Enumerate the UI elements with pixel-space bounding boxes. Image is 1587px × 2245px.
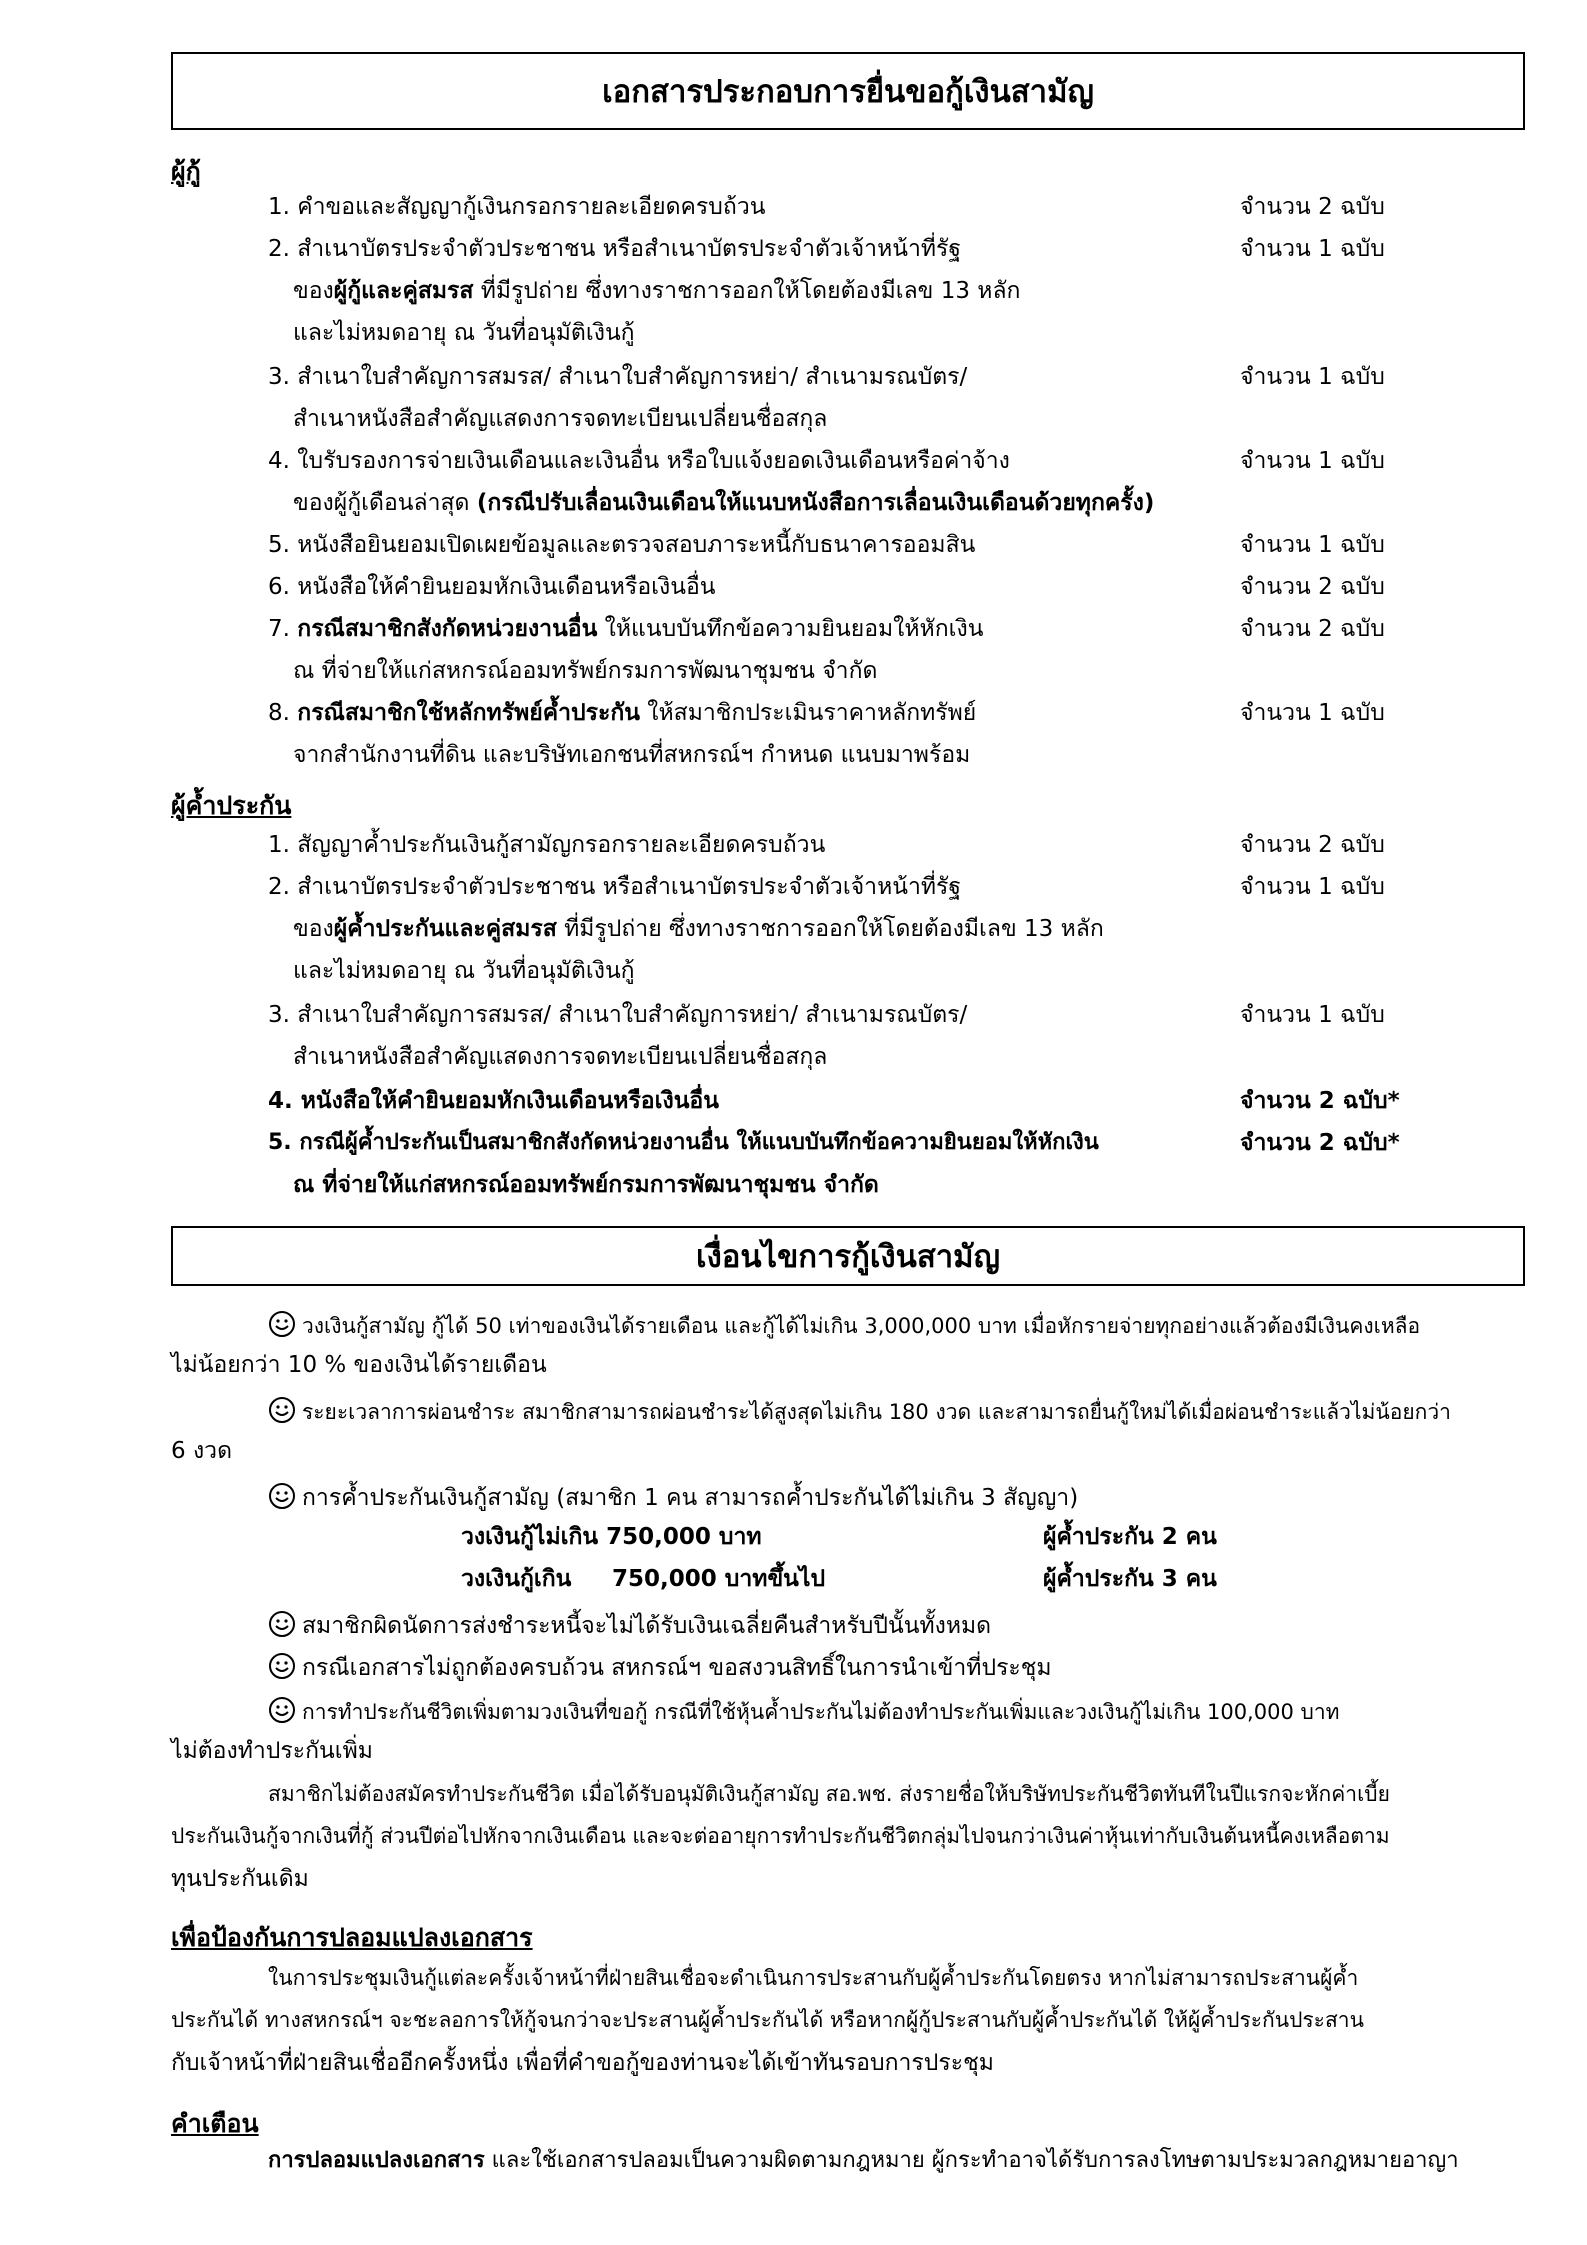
borrower-item-3-line-2: สำเนาหนังสือสำคัญแสดงการจดทะเบียนเปลี่ยนชื่อสกุล <box>293 406 828 432</box>
tier-2-guarantors: ผู้ค้ำประกัน 3 คน <box>1043 1566 1217 1592</box>
document-title: เอกสารประกอบการยื่นขอกู้เงินสามัญ <box>171 52 1525 130</box>
insurance-paragraph-line-2: ประกันเงินกู้จากเงินที่กู้ ส่วนปีต่อไปหักจากเงินเดือน และจะต่ออายุการทำประกันชีวิตกลุ่มไปจนกว่าเงินค่าหุ้นเท่ากับเงินต้นหนี้คงเหลือตาม <box>171 1824 1390 1848</box>
guarantor-item-3-qty: จำนวน 1 ฉบับ <box>1240 1002 1385 1028</box>
borrower-item-7: 7. กรณีสมาชิกสังกัดหน่วยงานอื่น ให้แนบบันทึกข้อความยินยอมให้หักเงิน <box>268 616 984 642</box>
guarantor-item-3-line-2: สำเนาหนังสือสำคัญแสดงการจดทะเบียนเปลี่ยนชื่อสกุล <box>293 1044 828 1070</box>
borrower-item-4-qty: จำนวน 1 ฉบับ <box>1240 448 1385 474</box>
borrower-item-8-qty: จำนวน 1 ฉบับ <box>1240 700 1385 726</box>
condition-5: กรณีเอกสารไม่ถูกต้องครบถ้วน สหกรณ์ฯ ขอสงวนสิทธิ์ในการนำเข้าที่ประชุม <box>268 1652 1052 1683</box>
warning-heading: คำเตือน <box>171 2109 259 2138</box>
guarantor-item-5: 5. กรณีผู้ค้ำประกันเป็นสมาชิกสังกัดหน่วยงานอื่น ให้แนบบันทึกข้อความยินยอมให้หักเงิน <box>268 1130 1099 1155</box>
conditions-title: เงื่อนไขการกู้เงินสามัญ <box>171 1226 1525 1286</box>
smiley-icon <box>268 1396 296 1424</box>
guarantor-heading: ผู้ค้ำประกัน <box>171 791 292 820</box>
condition-2: ระยะเวลาการผ่อนชำระ สมาชิกสามารถผ่อนชำระได้สูงสุดไม่เกิน 180 งวด และสามารถยื่นกู้ใหม่ได้เมื่อผ่อนชำระแล้วไม่น้อยกว่า <box>268 1396 1451 1425</box>
condition-6: การทำประกันชีวิตเพิ่มตามวงเงินที่ขอกู้ กรณีที่ใช้หุ้นค้ำประกันไม่ต้องทำประกันเพิ่มและวงเงินกู้ไม่เกิน 100,000 บาท <box>268 1696 1339 1725</box>
borrower-item-7-line-2: ณ ที่จ่ายให้แก่สหกรณ์ออมทรัพย์กรมการพัฒนาชุมชน จำกัด <box>293 658 878 684</box>
borrower-heading: ผู้กู้ <box>171 157 201 186</box>
borrower-item-4-line-2: ของผู้กู้เดือนล่าสุด (กรณีปรับเลื่อนเงินเดือนให้แนบหนังสือการเลื่อนเงินเดือนด้วยทุกครั้ง) <box>293 490 1155 516</box>
smiley-icon <box>268 1482 296 1510</box>
condition-2-cont: 6 งวด <box>171 1438 233 1464</box>
borrower-item-5: 5. หนังสือยินยอมเปิดเผยข้อมูลและตรวจสอบภาระหนี้กับธนาคารออมสิน <box>268 532 976 558</box>
insurance-paragraph-line-3: ทุนประกันเดิม <box>171 1866 309 1892</box>
borrower-item-3: 3. สำเนาใบสำคัญการสมรส/ สำเนาใบสำคัญการหย่า/ สำเนามรณบัตร/ <box>268 364 968 390</box>
tier-1-amount: วงเงินกู้ไม่เกิน 750,000 บาท <box>461 1524 762 1550</box>
tier-2-label: วงเงินกู้เกิน <box>461 1566 572 1592</box>
guarantor-item-2-qty: จำนวน 1 ฉบับ <box>1240 874 1385 900</box>
guarantor-item-4: 4. หนังสือให้คำยินยอมหักเงินเดือนหรือเงินอื่น <box>268 1088 719 1114</box>
borrower-item-1-qty: จำนวน 2 ฉบับ <box>1240 194 1385 220</box>
borrower-item-7-qty: จำนวน 2 ฉบับ <box>1240 616 1385 642</box>
borrower-item-8: 8. กรณีสมาชิกใช้หลักทรัพย์ค้ำประกัน ให้สมาชิกประเมินราคาหลักทรัพย์ <box>268 700 977 726</box>
borrower-item-8-line-2: จากสำนักงานที่ดิน และบริษัทเอกชนที่สหกรณ์ฯ กำหนด แนบมาพร้อม <box>293 742 971 768</box>
warning-text: การปลอมแปลงเอกสาร และใช้เอกสารปลอมเป็นความผิดตามกฎหมาย ผู้กระทำอาจได้รับการลงโทษตามประมวลกฎหมายอาญา <box>268 2148 1459 2173</box>
smiley-icon <box>268 1310 296 1338</box>
tier-2-amount: 750,000 บาทขึ้นไป <box>612 1566 826 1592</box>
borrower-item-2-line-2: ของผู้กู้และคู่สมรส ที่มีรูปถ่าย ซึ่งทางราชการออกให้โดยต้องมีเลข 13 หลัก <box>293 278 1021 304</box>
condition-1: วงเงินกู้สามัญ กู้ได้ 50 เท่าของเงินได้รายเดือน และกู้ได้ไม่เกิน 3,000,000 บาท เมื่อหักรายจ่ายทุกอย่างแล้วต้องมีเงินคงเหลือ <box>268 1310 1420 1339</box>
tier-1-guarantors: ผู้ค้ำประกัน 2 คน <box>1043 1524 1217 1550</box>
condition-1-cont: ไม่น้อยกว่า 10 % ของเงินได้รายเดือน <box>171 1352 547 1378</box>
borrower-item-4: 4. ใบรับรองการจ่ายเงินเดือนและเงินอื่น หรือใบแจ้งยอดเงินเดือนหรือค่าจ้าง <box>268 448 1010 474</box>
condition-4: สมาชิกผิดนัดการส่งชำระหนี้จะไม่ได้รับเงินเฉลี่ยคืนสำหรับปีนั้นทั้งหมด <box>268 1610 991 1641</box>
forgery-line-2: ประกันได้ ทางสหกรณ์ฯ จะชะลอการให้กู้จนกว่าจะประสานผู้ค้ำประกันได้ หรือหากผู้กู้ประสานกับผู้ค้ำประกันได้ ให้ผู้ค้ำประกันประสาน <box>171 2008 1364 2032</box>
borrower-item-2-line-3: และไม่หมดอายุ ณ วันที่อนุมัติเงินกู้ <box>293 320 635 346</box>
guarantor-item-3: 3. สำเนาใบสำคัญการสมรส/ สำเนาใบสำคัญการหย่า/ สำเนามรณบัตร/ <box>268 1002 968 1028</box>
borrower-item-3-qty: จำนวน 1 ฉบับ <box>1240 364 1385 390</box>
guarantor-item-2: 2. สำเนาบัตรประจำตัวประชาชน หรือสำเนาบัตรประจำตัวเจ้าหน้าที่รัฐ <box>268 874 962 900</box>
guarantor-item-5-qty: จำนวน 2 ฉบับ* <box>1240 1130 1400 1156</box>
guarantor-item-4-qty: จำนวน 2 ฉบับ* <box>1240 1088 1400 1114</box>
guarantor-item-1: 1. สัญญาค้ำประกันเงินกู้สามัญกรอกรายละเอียดครบถ้วน <box>268 832 826 858</box>
guarantor-item-5-line-2: ณ ที่จ่ายให้แก่สหกรณ์ออมทรัพย์กรมการพัฒนาชุมชน จำกัด <box>293 1172 879 1198</box>
borrower-item-2: 2. สำเนาบัตรประจำตัวประชาชน หรือสำเนาบัตรประจำตัวเจ้าหน้าที่รัฐ <box>268 236 962 262</box>
forgery-line-3: กับเจ้าหน้าที่ฝ่ายสินเชื่ออีกครั้งหนึ่ง เพื่อที่คำขอกู้ของท่านจะได้เข้าทันรอบการประชุม <box>171 2050 994 2076</box>
smiley-icon <box>268 1652 296 1680</box>
forgery-prevention-heading: เพื่อป้องกันการปลอมแปลงเอกสาร <box>171 1923 533 1952</box>
condition-6-cont: ไม่ต้องทำประกันเพิ่ม <box>171 1738 373 1764</box>
guarantor-item-2-line-2: ของผู้ค้ำประกันและคู่สมรส ที่มีรูปถ่าย ซึ่งทางราชการออกให้โดยต้องมีเลข 13 หลัก <box>293 916 1104 942</box>
guarantor-item-1-qty: จำนวน 2 ฉบับ <box>1240 832 1385 858</box>
forgery-line-1: ในการประชุมเงินกู้แต่ละครั้งเจ้าหน้าที่ฝ่ายสินเชื่อจะดำเนินการประสานกับผู้ค้ำประกันโดยตรง หากไม่สามารถประสานผู้ค้ำ <box>268 1966 1359 1990</box>
insurance-paragraph-line-1: สมาชิกไม่ต้องสมัครทำประกันชีวิต เมื่อได้รับอนุมัติเงินกู้สามัญ สอ.พช. ส่งรายชื่อให้บริษัทประกันชีวิตทันทีในปีแรกจะหักค่าเบี้ย <box>268 1782 1390 1806</box>
borrower-item-2-qty: จำนวน 1 ฉบับ <box>1240 236 1385 262</box>
condition-3: การค้ำประกันเงินกู้สามัญ (สมาชิก 1 คน สามารถค้ำประกันได้ไม่เกิน 3 สัญญา) <box>268 1482 1078 1513</box>
borrower-item-6-qty: จำนวน 2 ฉบับ <box>1240 574 1385 600</box>
borrower-item-6: 6. หนังสือให้คำยินยอมหักเงินเดือนหรือเงินอื่น <box>268 574 716 600</box>
borrower-item-5-qty: จำนวน 1 ฉบับ <box>1240 532 1385 558</box>
borrower-item-1: 1. คำขอและสัญญากู้เงินกรอกรายละเอียดครบถ้วน <box>268 194 766 220</box>
smiley-icon <box>268 1696 296 1724</box>
smiley-icon <box>268 1610 296 1638</box>
guarantor-item-2-line-3: และไม่หมดอายุ ณ วันที่อนุมัติเงินกู้ <box>293 958 635 984</box>
